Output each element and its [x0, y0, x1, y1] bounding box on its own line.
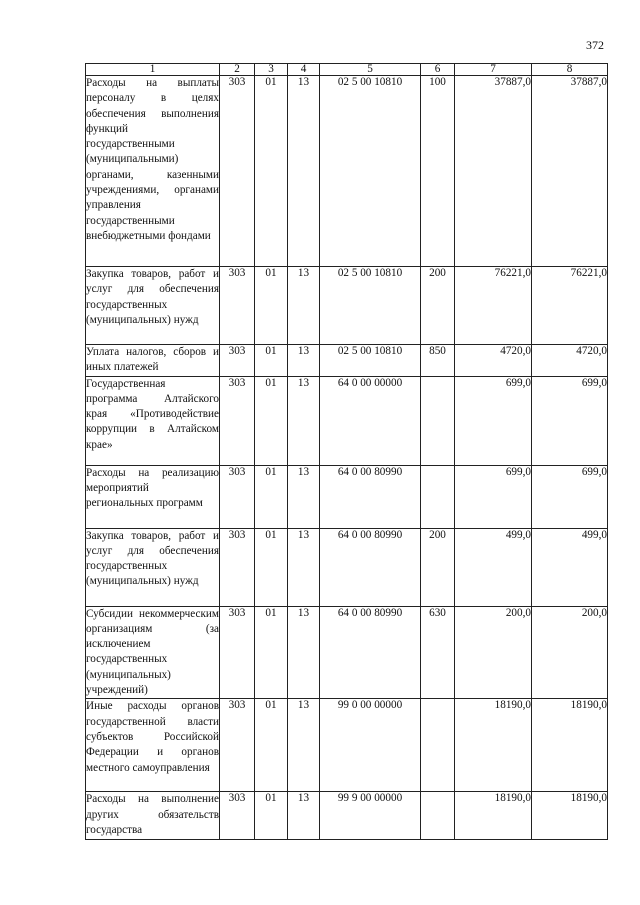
expense-name-cell: Субсидии некоммерческим организациям (за исключением государственных (муниципальных) учреждений) [86, 606, 220, 699]
budget-table [85, 63, 608, 840]
table-row [86, 267, 608, 345]
table-row [86, 345, 608, 377]
expense-type-cell: 100 [421, 76, 455, 267]
subsection-code-cell: 13 [288, 792, 320, 840]
expense-name-cell: Уплата налогов, сборов и иных платежей [86, 345, 220, 377]
amount-cell: 4720,0 [455, 345, 532, 377]
table-row [86, 528, 608, 606]
expense-name-cell: Расходы на выполнение других обязательств государства [86, 792, 220, 840]
table-row [86, 792, 608, 840]
section-code-cell: 01 [255, 699, 288, 792]
section-code-cell: 01 [255, 528, 288, 606]
admin-code-cell: 303 [220, 465, 255, 528]
target-article-cell: 64 0 00 80990 [320, 465, 421, 528]
column-header: 8 [532, 64, 608, 76]
section-code-cell: 01 [255, 345, 288, 377]
column-header: 1 [86, 64, 220, 76]
column-header: 6 [421, 64, 455, 76]
expense-type-cell [421, 465, 455, 528]
expense-type-cell: 200 [421, 267, 455, 345]
target-article-cell: 02 5 00 10810 [320, 267, 421, 345]
expense-name-cell: Расходы на выплаты персоналу в целях обеспечения выполнения функций государственными (муниципальными) органами, казенными учреждениями, органами управления государственными внебюджетными фондами [86, 76, 220, 267]
amount-cell: 76221,0 [532, 267, 608, 345]
target-article-cell: 64 0 00 80990 [320, 528, 421, 606]
table-row [86, 465, 608, 528]
admin-code-cell: 303 [220, 528, 255, 606]
amount-cell: 699,0 [455, 376, 532, 465]
table-row [86, 699, 608, 792]
subsection-code-cell: 13 [288, 376, 320, 465]
expense-type-cell [421, 699, 455, 792]
amount-cell: 18190,0 [532, 699, 608, 792]
section-code-cell: 01 [255, 792, 288, 840]
expense-name-cell: Закупка товаров, работ и услуг для обеспечения государственных (муниципальных) нужд [86, 267, 220, 345]
column-header: 2 [220, 64, 255, 76]
section-code-cell: 01 [255, 76, 288, 267]
expense-type-cell: 630 [421, 606, 455, 699]
amount-cell: 4720,0 [532, 345, 608, 377]
amount-cell: 18190,0 [532, 792, 608, 840]
section-code-cell: 01 [255, 465, 288, 528]
amount-cell: 37887,0 [455, 76, 532, 267]
subsection-code-cell: 13 [288, 528, 320, 606]
admin-code-cell: 303 [220, 267, 255, 345]
admin-code-cell: 303 [220, 76, 255, 267]
expense-type-cell: 850 [421, 345, 455, 377]
amount-cell: 499,0 [455, 528, 532, 606]
amount-cell: 499,0 [532, 528, 608, 606]
column-header: 5 [320, 64, 421, 76]
target-article-cell: 64 0 00 80990 [320, 606, 421, 699]
column-header: 7 [455, 64, 532, 76]
expense-type-cell [421, 376, 455, 465]
column-header: 3 [255, 64, 288, 76]
subsection-code-cell: 13 [288, 76, 320, 267]
subsection-code-cell: 13 [288, 699, 320, 792]
section-code-cell: 01 [255, 606, 288, 699]
amount-cell: 200,0 [532, 606, 608, 699]
table-row [86, 606, 608, 699]
amount-cell: 699,0 [532, 376, 608, 465]
target-article-cell: 02 5 00 10810 [320, 76, 421, 267]
table-row [86, 376, 608, 465]
table-row [86, 76, 608, 267]
amount-cell: 18190,0 [455, 792, 532, 840]
expense-name-cell: Иные расходы органов государственной власти субъектов Российской Федерации и органов местного самоуправления [86, 699, 220, 792]
target-article-cell: 64 0 00 00000 [320, 376, 421, 465]
amount-cell: 699,0 [532, 465, 608, 528]
expense-name-cell: Государственная программа Алтайского края «Противодействие коррупции в Алтайском крае» [86, 376, 220, 465]
admin-code-cell: 303 [220, 606, 255, 699]
amount-cell: 37887,0 [532, 76, 608, 267]
subsection-code-cell: 13 [288, 345, 320, 377]
header-row [86, 64, 608, 76]
subsection-code-cell: 13 [288, 465, 320, 528]
expense-name-cell: Расходы на реализацию мероприятий региональных программ [86, 465, 220, 528]
section-code-cell: 01 [255, 376, 288, 465]
expense-type-cell: 200 [421, 528, 455, 606]
subsection-code-cell: 13 [288, 606, 320, 699]
expense-name-cell: Закупка товаров, работ и услуг для обеспечения государственных (муниципальных) нужд [86, 528, 220, 606]
page-number: 372 [586, 38, 604, 52]
admin-code-cell: 303 [220, 699, 255, 792]
column-header: 4 [288, 64, 320, 76]
amount-cell: 200,0 [455, 606, 532, 699]
admin-code-cell: 303 [220, 792, 255, 840]
amount-cell: 76221,0 [455, 267, 532, 345]
target-article-cell: 02 5 00 10810 [320, 345, 421, 377]
target-article-cell: 99 0 00 00000 [320, 699, 421, 792]
target-article-cell: 99 9 00 00000 [320, 792, 421, 840]
admin-code-cell: 303 [220, 376, 255, 465]
amount-cell: 18190,0 [455, 699, 532, 792]
admin-code-cell: 303 [220, 345, 255, 377]
expense-type-cell [421, 792, 455, 840]
section-code-cell: 01 [255, 267, 288, 345]
subsection-code-cell: 13 [288, 267, 320, 345]
amount-cell: 699,0 [455, 465, 532, 528]
